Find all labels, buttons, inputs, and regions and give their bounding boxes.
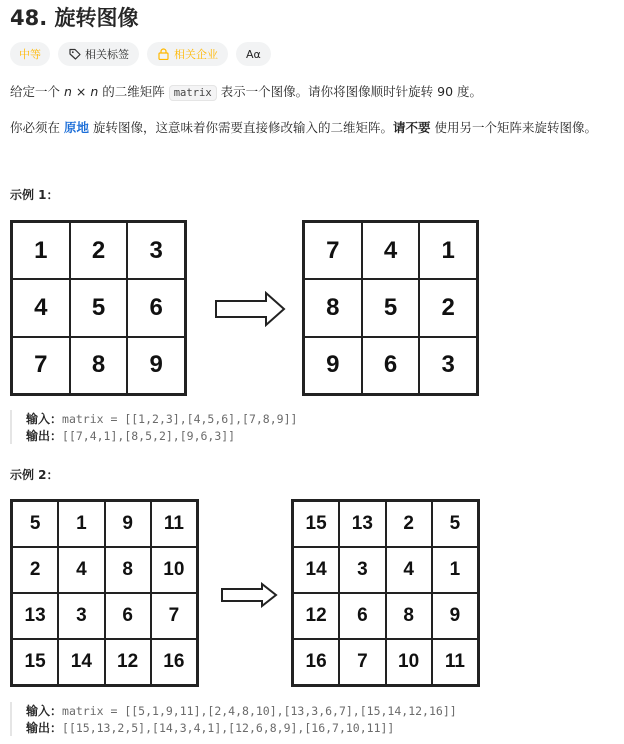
- matrix-cell: 3: [339, 547, 385, 593]
- matrix-cell: 3: [419, 337, 477, 394]
- description-paragraph-2: [10, 118, 597, 136]
- matrix-cell: 5: [362, 279, 420, 336]
- input-label: 输入：: [26, 412, 63, 426]
- desc-text: 旋转图像，这意味着你需要直接修改输入的二维矩阵。: [89, 120, 393, 135]
- matrix-cell: 16: [293, 639, 339, 685]
- do-not-emphasis: 请不要: [392, 120, 431, 135]
- matrix-cell: 11: [151, 501, 197, 547]
- matrix-cell: 7: [151, 593, 197, 639]
- example-2-heading: 示例 2：: [10, 468, 59, 482]
- matrix-cell: 11: [432, 639, 478, 685]
- matrix-cell: 2: [70, 222, 128, 279]
- matrix-cell: 16: [151, 639, 197, 685]
- matrix-cell: 8: [70, 337, 128, 394]
- tag-icon: [68, 48, 81, 61]
- output-value: [[7,4,1],[8,5,2],[9,6,3]]: [62, 428, 236, 443]
- input-value: matrix = [[1,2,3],[4,5,6],[7,8,9]]: [62, 411, 298, 426]
- lock-icon: [157, 48, 170, 61]
- rotate-arrow-icon: [214, 291, 286, 327]
- matrix-cell: 6: [105, 593, 151, 639]
- desc-text: 表示一个图像。请你将图像顺时针旋转 90 度。: [216, 84, 482, 99]
- desc-n: n: [63, 84, 72, 99]
- matrix-cell: 1: [419, 222, 477, 279]
- difficulty-badge[interactable]: 中等: [10, 42, 50, 66]
- page-title: 48. 旋转图像: [10, 6, 139, 30]
- matrix-cell: 9: [304, 337, 362, 394]
- matrix-cell: 13: [12, 593, 58, 639]
- matrix-cell: 7: [339, 639, 385, 685]
- matrix-cell: 9: [105, 501, 151, 547]
- matrix-cell: 10: [386, 639, 432, 685]
- matrix-cell: 14: [58, 639, 104, 685]
- example-1-heading: 示例 1：: [10, 188, 59, 202]
- matrix-code: matrix: [169, 85, 217, 101]
- matrix-cell: 14: [293, 547, 339, 593]
- related-companies-button[interactable]: [147, 42, 228, 66]
- example-1-io: [10, 410, 297, 444]
- matrix-cell: 2: [419, 279, 477, 336]
- matrix-cell: 8: [105, 547, 151, 593]
- matrix-cell: 1: [12, 222, 70, 279]
- example-2-io: [10, 702, 457, 736]
- related-tags-button[interactable]: [58, 42, 139, 66]
- matrix-cell: 9: [432, 593, 478, 639]
- output-label: 输出：: [26, 721, 63, 735]
- matrix-cell: 8: [386, 593, 432, 639]
- description-paragraph-1: [10, 82, 482, 100]
- rotate-arrow-icon: [220, 582, 278, 608]
- input-label: 输入：: [26, 704, 63, 718]
- desc-text: 给定一个: [10, 84, 64, 99]
- example-1-output-matrix: [302, 220, 479, 396]
- matrix-cell: 2: [386, 501, 432, 547]
- matrix-cell: 6: [127, 279, 185, 336]
- matrix-cell: 13: [339, 501, 385, 547]
- matrix-cell: 4: [362, 222, 420, 279]
- tag-bar: [10, 42, 271, 68]
- related-companies-label: 相关企业: [174, 48, 218, 61]
- matrix-cell: 4: [12, 279, 70, 336]
- desc-text: 你必须在: [10, 120, 64, 135]
- example-2-output-matrix: [291, 499, 480, 687]
- desc-text: 使用另一个矩阵来旋转图像。: [430, 120, 597, 135]
- matrix-cell: 15: [12, 639, 58, 685]
- matrix-cell: 7: [304, 222, 362, 279]
- desc-times: ×: [71, 84, 91, 99]
- matrix-cell: 1: [432, 547, 478, 593]
- matrix-cell: 5: [432, 501, 478, 547]
- matrix-cell: 15: [293, 501, 339, 547]
- input-value: matrix = [[5,1,9,11],[2,4,8,10],[13,3,6,7],[15,14,12,16]]: [62, 703, 457, 718]
- example-2-input-matrix: [10, 499, 199, 687]
- matrix-cell: 4: [386, 547, 432, 593]
- font-size-toggle[interactable]: Aα: [236, 42, 271, 66]
- matrix-cell: 3: [127, 222, 185, 279]
- output-label: 输出：: [26, 429, 63, 443]
- matrix-cell: 8: [304, 279, 362, 336]
- output-value: [[15,13,2,5],[14,3,4,1],[12,6,8,9],[16,7,10,11]]: [62, 720, 395, 735]
- matrix-cell: 6: [339, 593, 385, 639]
- matrix-cell: 7: [12, 337, 70, 394]
- desc-n: n: [90, 84, 99, 99]
- desc-text: 的二维矩阵: [98, 84, 169, 99]
- matrix-cell: 6: [362, 337, 420, 394]
- matrix-cell: 4: [58, 547, 104, 593]
- example-1-input-matrix: [10, 220, 187, 396]
- matrix-cell: 12: [105, 639, 151, 685]
- matrix-cell: 1: [58, 501, 104, 547]
- in-place-link[interactable]: 原地: [63, 120, 89, 135]
- matrix-cell: 9: [127, 337, 185, 394]
- related-tags-label: 相关标签: [85, 48, 129, 61]
- matrix-cell: 12: [293, 593, 339, 639]
- matrix-cell: 10: [151, 547, 197, 593]
- matrix-cell: 3: [58, 593, 104, 639]
- matrix-cell: 5: [12, 501, 58, 547]
- matrix-cell: 5: [70, 279, 128, 336]
- matrix-cell: 2: [12, 547, 58, 593]
